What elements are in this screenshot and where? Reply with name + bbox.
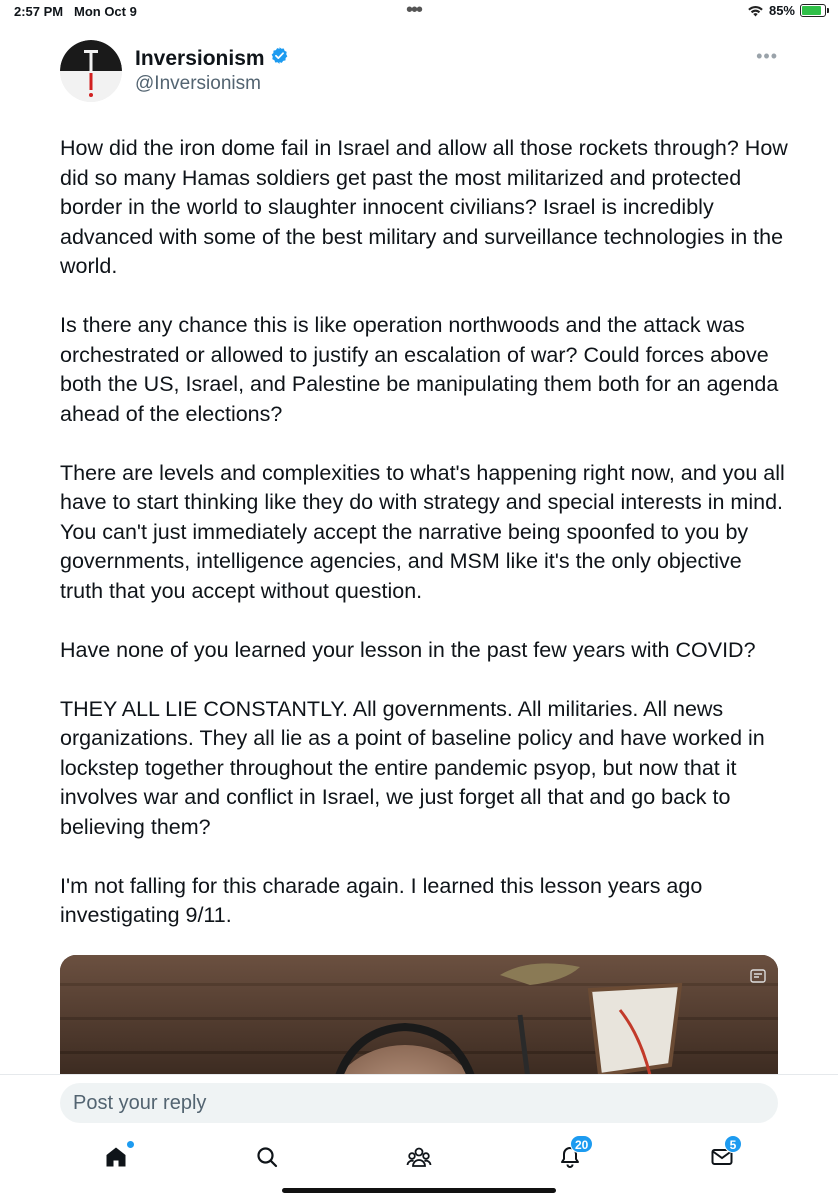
author-name-row: [135, 46, 289, 71]
messages-badge: 5: [724, 1135, 742, 1153]
status-date: Mon Oct 9: [74, 4, 137, 19]
status-right: [747, 3, 826, 18]
bottom-tab-bar: [0, 1135, 838, 1181]
tweet-paragraph: How did the iron dome fail in Israel and allow all those rockets through? How did so many Hamas soldiers get past the most militarized and protected border in the world to slaughter innocent civilians? Israel is incredibly advanced with some of the best military and surveillance technologies in the world.: [60, 136, 788, 278]
reply-input[interactable]: [60, 1083, 778, 1123]
author-handle: @Inversionism: [135, 73, 261, 94]
tweet-paragraph: There are levels and complexities to what's happening right now, and you all have to start thinking like they do with strategy and special interests in mind. You can't just immediately accept the narrative being spoonfed to you by governments, intelligence agencies, and MSM like it's the only objective truth that you accept without question.: [60, 460, 785, 603]
tab-search[interactable]: [255, 1145, 281, 1171]
tab-home[interactable]: [104, 1145, 130, 1171]
battery-icon: [800, 4, 826, 17]
author-block[interactable]: [135, 46, 289, 95]
battery-percentage: 85%: [768, 3, 795, 18]
tab-communities[interactable]: [406, 1145, 432, 1171]
tweet-paragraph: Have none of you learned your lesson in the past few years with COVID?: [60, 637, 756, 662]
tweet-paragraph: I'm not falling for this charade again. I learned this lesson years ago investigating 9/11.: [60, 873, 703, 927]
home-indicator[interactable]: [282, 1188, 556, 1193]
communities-icon: [406, 1145, 432, 1169]
notifications-badge: 20: [570, 1135, 593, 1153]
verified-badge-icon: [270, 46, 289, 71]
status-bar: [0, 0, 838, 24]
battery-fill: [802, 6, 821, 15]
home-icon: [104, 1145, 130, 1169]
author-display-name: Inversionism: [135, 46, 265, 70]
wifi-icon: [747, 4, 764, 17]
multitasking-dots-icon[interactable]: •••: [406, 0, 422, 21]
tab-messages[interactable]: [710, 1138, 737, 1171]
media-settings-icon[interactable]: [750, 969, 766, 983]
tweet-text: [60, 134, 790, 960]
tweet-header: [60, 40, 838, 104]
tweet-paragraph: Is there any chance this is like operation northwoods and the attack was orchestrated or allowed to justify an escalation of war? Could forces above both the US, Israel, and Palestine be manipulating them both for an agenda ahead of the elections?: [60, 313, 779, 426]
reply-panel: [0, 1074, 838, 1200]
status-time: 2:57 PM: [14, 4, 64, 19]
tweet-paragraph: THEY ALL LIE CONSTANTLY. All governments. All militaries. All news organizations. They all lie as a point of baseline policy and have worked in lockstep together throughout the entire pandemic psyop, but now that it involves war and conflict in Israel, we just forget all that and go back to believing them?: [60, 696, 765, 839]
search-icon: [255, 1145, 281, 1169]
more-options-icon[interactable]: •••: [756, 46, 778, 66]
avatar[interactable]: [60, 40, 122, 102]
tab-notifications[interactable]: [558, 1138, 589, 1171]
home-new-indicator: [127, 1141, 134, 1148]
